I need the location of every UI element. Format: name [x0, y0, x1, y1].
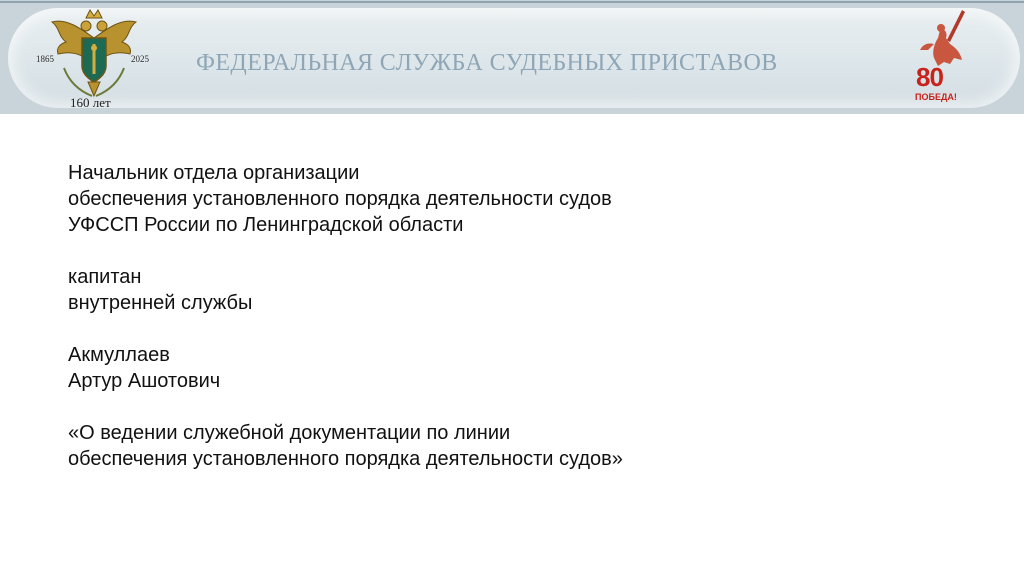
- emblem-anniversary-label: 160 лет: [70, 95, 111, 110]
- position-block: [68, 160, 968, 238]
- header-top-line: [0, 1, 1024, 3]
- topic-block: [68, 420, 968, 472]
- topic-line: «О ведении служебной документации по линии: [68, 422, 511, 444]
- surname: Акмуллаев: [68, 344, 170, 366]
- victory-word: ПОБЕДА!: [915, 92, 957, 102]
- position-line: УФССП России по Ленинградской области: [68, 214, 464, 236]
- name-block: [68, 342, 968, 394]
- emblem-year-left: 1865: [36, 54, 54, 64]
- header-banner: [0, 0, 1024, 114]
- rank-block: [68, 264, 968, 316]
- emblem-year-right: 2025: [131, 54, 149, 64]
- rank-line: внутренней службы: [68, 292, 253, 314]
- rank-line: капитан: [68, 266, 142, 288]
- victory-number: 80: [916, 62, 943, 92]
- position-line: Начальник отдела организации: [68, 162, 360, 184]
- topic-line: обеспечения установленного порядка деятельности судов»: [68, 448, 623, 470]
- agency-title: ФЕДЕРАЛЬНАЯ СЛУЖБА СУДЕБНЫХ ПРИСТАВОВ: [196, 50, 778, 76]
- given-name: Артур Ашотович: [68, 370, 221, 392]
- slide-content: [68, 160, 968, 498]
- position-line: обеспечения установленного порядка деятельности судов: [68, 188, 612, 210]
